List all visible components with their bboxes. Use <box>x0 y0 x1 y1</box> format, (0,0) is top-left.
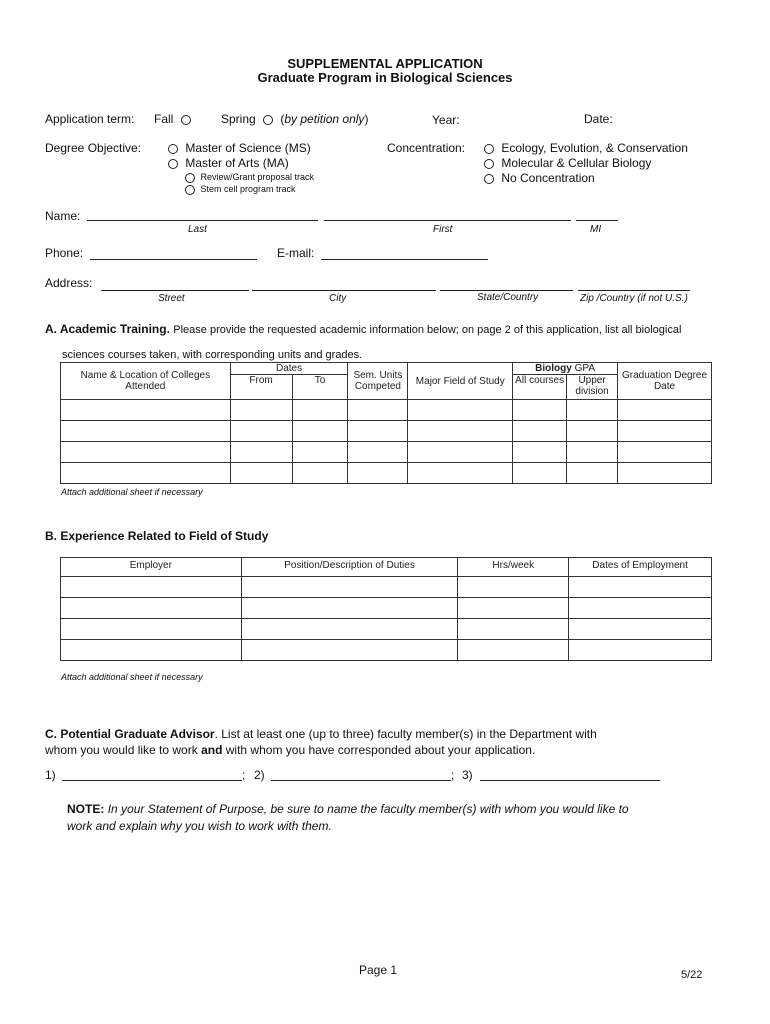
col-major-header: Major Field of Study <box>408 363 513 400</box>
ms-radio[interactable] <box>168 144 178 154</box>
table-cell[interactable] <box>241 598 458 619</box>
experience-table <box>60 557 712 661</box>
col-gpa-header: Biology GPA <box>513 363 618 375</box>
col-hrs-header: Hrs/week <box>458 558 569 577</box>
table-row <box>61 421 712 442</box>
table-cell[interactable] <box>569 640 712 661</box>
section-a-attach-note: Attach additional sheet if necessary <box>61 487 203 497</box>
section-c-intro <box>45 727 597 741</box>
email-field[interactable] <box>321 259 488 260</box>
table-cell[interactable] <box>569 598 712 619</box>
col-employer-header: Employer <box>61 558 242 577</box>
section-c-heading: C. Potential Graduate Advisor <box>45 727 215 741</box>
concentration-option-none[interactable] <box>484 171 595 185</box>
date-label: Date: <box>584 112 613 126</box>
form-subtitle: Graduate Program in Biological Sciences <box>257 70 513 85</box>
table-cell[interactable] <box>408 463 513 484</box>
zip-field[interactable] <box>578 290 690 291</box>
advisor-3-field[interactable] <box>480 780 660 781</box>
ma-radio[interactable] <box>168 159 178 169</box>
col-position-header: Position/Description of Duties <box>241 558 458 577</box>
phone-label: Phone: <box>45 246 84 260</box>
section-a-intro <box>45 322 681 336</box>
table-cell[interactable] <box>61 442 231 463</box>
review-track-label: Review/Grant proposal track <box>200 172 315 182</box>
section-a-text: Please provide the requested academic information below; on page 2 of this application, list all biological <box>173 324 682 336</box>
table-cell[interactable] <box>61 463 231 484</box>
table-cell[interactable] <box>292 400 348 421</box>
table-row <box>61 577 712 598</box>
table-cell[interactable] <box>618 442 712 463</box>
table-cell[interactable] <box>567 442 618 463</box>
table-cell[interactable] <box>567 463 618 484</box>
section-a-text-2: sciences courses taken, with corresponding units and grades. <box>62 349 363 361</box>
table-cell[interactable] <box>61 400 231 421</box>
col-upper-header: Upper division <box>567 375 618 400</box>
last-caption: Last <box>188 224 207 235</box>
state-caption: State/Country <box>477 292 539 303</box>
email-label: E-mail: <box>277 246 315 260</box>
stem-track-option[interactable] <box>185 184 296 195</box>
table-cell[interactable] <box>61 577 242 598</box>
fall-label: Fall <box>154 112 174 126</box>
stem-track-label: Stem cell program track <box>200 184 296 194</box>
table-cell[interactable] <box>61 421 231 442</box>
table-row <box>61 598 712 619</box>
none-label: No Concentration <box>501 171 595 185</box>
note-text: In your Statement of Purpose, be sure to name the faculty member(s) with whom you would like to <box>107 802 629 816</box>
table-row <box>61 640 712 661</box>
table-cell[interactable] <box>348 400 408 421</box>
table-cell[interactable] <box>292 421 348 442</box>
spring-note: (by petition only) <box>280 112 369 126</box>
page-number: Page 1 <box>359 963 398 977</box>
table-cell[interactable] <box>348 421 408 442</box>
ma-label: Master of Arts (MA) <box>185 156 289 170</box>
advisor-separator: ; <box>451 768 455 782</box>
table-cell[interactable] <box>618 400 712 421</box>
advisor-3-label: 3) <box>462 768 473 782</box>
degree-ms-option[interactable] <box>168 141 311 155</box>
stem-track-radio[interactable] <box>185 185 195 195</box>
col-dates-employment-header: Dates of Employment <box>569 558 712 577</box>
table-row <box>61 400 712 421</box>
term-fall-option[interactable] <box>154 112 191 126</box>
ms-label: Master of Science (MS) <box>185 141 311 155</box>
table-cell[interactable] <box>567 400 618 421</box>
zip-caption: Zip /Country (if not U.S.) <box>580 293 688 304</box>
table-cell[interactable] <box>408 442 513 463</box>
table-cell[interactable] <box>618 421 712 442</box>
table-cell[interactable] <box>292 442 348 463</box>
city-field[interactable] <box>252 290 436 291</box>
col-to-header: To <box>292 375 348 400</box>
review-track-radio[interactable] <box>185 173 195 183</box>
form-title: SUPPLEMENTAL APPLICATION <box>287 56 483 71</box>
table-cell[interactable] <box>241 640 458 661</box>
mi-caption: MI <box>590 224 602 235</box>
advisor-separator: ; <box>242 768 246 782</box>
table-cell[interactable] <box>348 442 408 463</box>
spring-radio[interactable] <box>263 115 273 125</box>
table-cell[interactable] <box>241 577 458 598</box>
section-a-heading: A. Academic Training. <box>45 322 170 336</box>
address-label: Address: <box>45 276 93 290</box>
table-cell[interactable] <box>513 421 567 442</box>
advisor-2-label: 2) <box>254 768 265 782</box>
eec-label: Ecology, Evolution, & Conservation <box>501 141 688 155</box>
state-field[interactable] <box>440 290 573 291</box>
note-label: NOTE: <box>67 802 105 816</box>
section-b-heading: B. Experience Related to Field of Study <box>45 529 269 543</box>
table-cell[interactable] <box>61 598 242 619</box>
name-label: Name: <box>45 209 81 223</box>
term-spring-option[interactable] <box>221 112 368 126</box>
table-cell[interactable] <box>513 442 567 463</box>
col-name-header: Name & Location of Colleges Attended <box>61 363 231 400</box>
year-label: Year: <box>432 113 460 127</box>
table-cell[interactable] <box>408 421 513 442</box>
advisor-2-field[interactable] <box>271 780 451 781</box>
table-row <box>61 442 712 463</box>
table-cell[interactable] <box>230 463 292 484</box>
table-cell[interactable] <box>61 619 242 640</box>
table-cell[interactable] <box>230 400 292 421</box>
street-field[interactable] <box>101 290 249 291</box>
table-cell[interactable] <box>569 619 712 640</box>
table-cell[interactable] <box>230 442 292 463</box>
advisor-1-field[interactable] <box>62 780 242 781</box>
first-name-field[interactable] <box>324 220 571 221</box>
concentration-option-mcb[interactable] <box>484 156 651 170</box>
col-all-header: All courses <box>513 375 567 400</box>
section-c-text-2: whom you would like to work and with whom you have corresponded about your application. <box>45 743 536 757</box>
mcb-radio[interactable] <box>484 159 494 169</box>
last-name-field[interactable] <box>87 220 318 221</box>
table-cell[interactable] <box>408 400 513 421</box>
academic-table <box>60 362 712 484</box>
table-cell[interactable] <box>348 463 408 484</box>
table-row <box>61 619 712 640</box>
table-cell[interactable] <box>458 577 569 598</box>
table-cell[interactable] <box>458 598 569 619</box>
mi-field[interactable] <box>576 220 618 221</box>
col-units-header: Sem. Units Competed <box>348 363 408 400</box>
first-caption: First <box>433 224 453 235</box>
table-cell[interactable] <box>569 577 712 598</box>
table-cell[interactable] <box>230 421 292 442</box>
fall-radio[interactable] <box>181 115 191 125</box>
section-c-text: . List at least one (up to three) faculty member(s) in the Department with <box>214 727 597 741</box>
note-line-1 <box>67 802 629 816</box>
table-row <box>61 463 712 484</box>
degree-label: Degree Objective: <box>45 141 142 155</box>
col-from-header: From <box>230 375 292 400</box>
col-grad-header: Graduation Degree Date <box>618 363 712 400</box>
table-cell[interactable] <box>567 421 618 442</box>
term-label: Application term: <box>45 112 135 126</box>
table-cell[interactable] <box>618 463 712 484</box>
eec-radio[interactable] <box>484 144 494 154</box>
concentration-option-eec[interactable] <box>484 141 688 155</box>
none-radio[interactable] <box>484 174 494 184</box>
degree-ma-option[interactable] <box>168 156 289 170</box>
spring-label: Spring <box>221 112 256 126</box>
city-caption: City <box>329 293 347 304</box>
table-cell[interactable] <box>61 640 242 661</box>
advisor-1-label: 1) <box>45 768 56 782</box>
review-track-option[interactable] <box>185 172 314 183</box>
section-b-attach-note: Attach additional sheet if necessary <box>61 672 203 682</box>
street-caption: Street <box>158 293 185 304</box>
form-version: 5/22 <box>681 969 703 981</box>
concentration-label: Concentration: <box>387 141 466 155</box>
table-cell[interactable] <box>241 619 458 640</box>
table-cell[interactable] <box>513 400 567 421</box>
table-cell[interactable] <box>292 463 348 484</box>
col-dates-header: Dates <box>230 363 348 375</box>
phone-field[interactable] <box>90 259 257 260</box>
table-cell[interactable] <box>458 619 569 640</box>
table-cell[interactable] <box>458 640 569 661</box>
note-line-2: work and explain why you wish to work with them. <box>67 819 332 833</box>
mcb-label: Molecular & Cellular Biology <box>501 156 652 170</box>
table-cell[interactable] <box>513 463 567 484</box>
